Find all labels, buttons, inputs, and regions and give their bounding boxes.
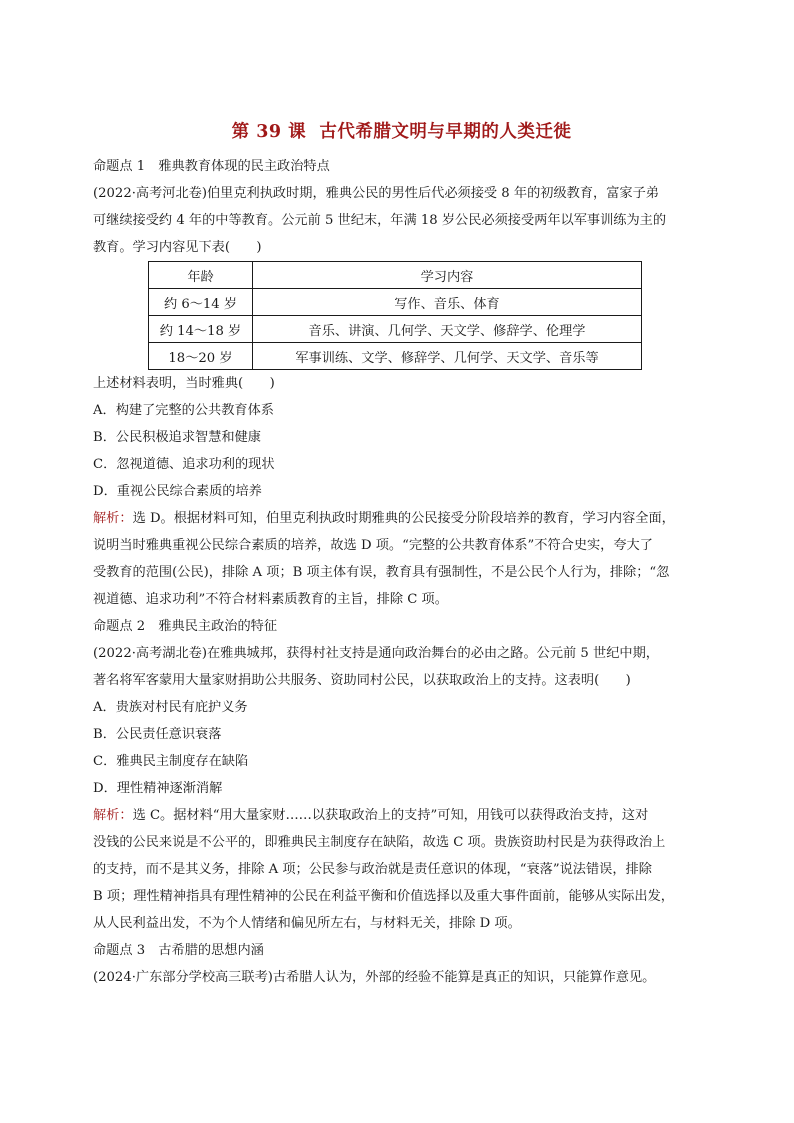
s1-stem: 上述材料表明，当时雅典( ) <box>93 376 275 391</box>
s3-question-line: (2024·广东部分学校高三联考)古希腊人认为，外部的经验不能算是真正的知识，只能算作意见。 <box>93 970 656 985</box>
s2-analysis-line: 没钱的公民来说是不公平的，即雅典民主制度存在缺陷，故选 C 项。贵族资助村民是为获得政治上 <box>93 835 666 850</box>
s2-option-b: B．公民责任意识衰落 <box>93 727 222 742</box>
study-content-table <box>148 261 642 370</box>
analysis-label: 解析： <box>93 511 133 526</box>
table-cell-content: 写作、音乐、体育 <box>253 289 642 316</box>
s1-analysis-line <box>93 505 710 532</box>
analysis-text: 选 C。据材料“用大量家财……以获取政治上的支持”可知，用钱可以获得政治支持，这对 <box>132 808 649 823</box>
table-cell-age: 约 14～18 岁 <box>149 316 253 343</box>
s1-question-line: 可继续接受约 4 年的中等教育。公元前 5 世纪末，年满 18 岁公民必须接受两年以军事训练为主的 <box>93 213 667 228</box>
lesson-title <box>93 118 710 143</box>
s2-analysis-line <box>93 802 710 829</box>
s2-analysis-line: B 项；理性精神指具有理性精神的公民在利益平衡和价值选择以及重大事件面前，能够从实际出发， <box>93 889 674 904</box>
table-header-content: 学习内容 <box>253 262 642 289</box>
table-header-row <box>149 262 642 289</box>
section-3-heading: 命题点 3 古希腊的思想内涵 <box>93 943 264 958</box>
s1-option-b: B．公民积极追求智慧和健康 <box>93 430 261 445</box>
section-1-heading: 命题点 1 雅典教育体现的民主政治特点 <box>93 159 330 174</box>
table-cell-age: 18～20 岁 <box>149 343 253 370</box>
s2-question-line: 著名将军客蒙用大量家财捐助公共服务、资助同村公民，以获取政治上的支持。这表明( ) <box>93 673 631 688</box>
document-content <box>93 118 710 991</box>
table-row <box>149 289 642 316</box>
s2-analysis-line: 从人民利益出发，不为个人情绪和偏见所左右，与材料无关，排除 D 项。 <box>93 916 521 931</box>
table-cell-content: 音乐、讲演、几何学、天文学、修辞学、伦理学 <box>253 316 642 343</box>
table-row <box>149 343 642 370</box>
analysis-text: 选 D。根据材料可知，伯里克利执政时期雅典的公民接受分阶段培养的教育，学习内容全面， <box>132 511 675 526</box>
lesson-number: 第 39 课 <box>231 122 307 142</box>
table-row <box>149 316 642 343</box>
table-cell-age: 约 6～14 岁 <box>149 289 253 316</box>
s1-question-line: 教育。学习内容见下表( ) <box>93 240 262 255</box>
s2-analysis-line: 的支持，而不是其义务，排除 A 项；公民参与政治就是责任意识的体现，“衰落”说法错误，排除 <box>93 862 652 877</box>
s2-question-line: (2022·高考湖北卷)在雅典城邦，获得村社支持是通向政治舞台的必由之路。公元前 5 世纪中期， <box>93 646 659 661</box>
s1-analysis-line: 视道德、追求功利”不符合材料素质教育的主旨，排除 C 项。 <box>93 592 448 607</box>
section-2-heading: 命题点 2 雅典民主政治的特征 <box>93 619 278 634</box>
s2-option-d: D．理性精神逐渐消解 <box>93 781 223 796</box>
table-cell-content: 军事训练、文学、修辞学、几何学、天文学、音乐等 <box>253 343 642 370</box>
analysis-label: 解析： <box>93 808 133 823</box>
s1-option-c: C．忽视道德、追求功利的现状 <box>93 457 275 472</box>
s1-analysis-line: 受教育的范围(公民)，排除 A 项；B 项主体有误，教育具有强制性，不是公民个人行为，排除；“忽 <box>93 565 670 580</box>
lesson-title-text: 古代希腊文明与早期的人类迁徙 <box>319 122 572 142</box>
s2-option-a: A．贵族对村民有庇护义务 <box>93 700 248 715</box>
s1-option-d: D．重视公民综合素质的培养 <box>93 484 262 499</box>
s1-question-line: (2022·高考河北卷)伯里克利执政时期，雅典公民的男性后代必须接受 8 年的初级教育，富家子弟 <box>93 186 659 201</box>
table-header-age: 年龄 <box>149 262 253 289</box>
s1-option-a: A．构建了完整的公共教育体系 <box>93 403 274 418</box>
s2-option-c: C．雅典民主制度存在缺陷 <box>93 754 249 769</box>
s1-analysis-line: 说明当时雅典重视公民综合素质的培养，故选 D 项。“完整的公共教育体系”不符合史实，夸大了 <box>93 538 653 553</box>
